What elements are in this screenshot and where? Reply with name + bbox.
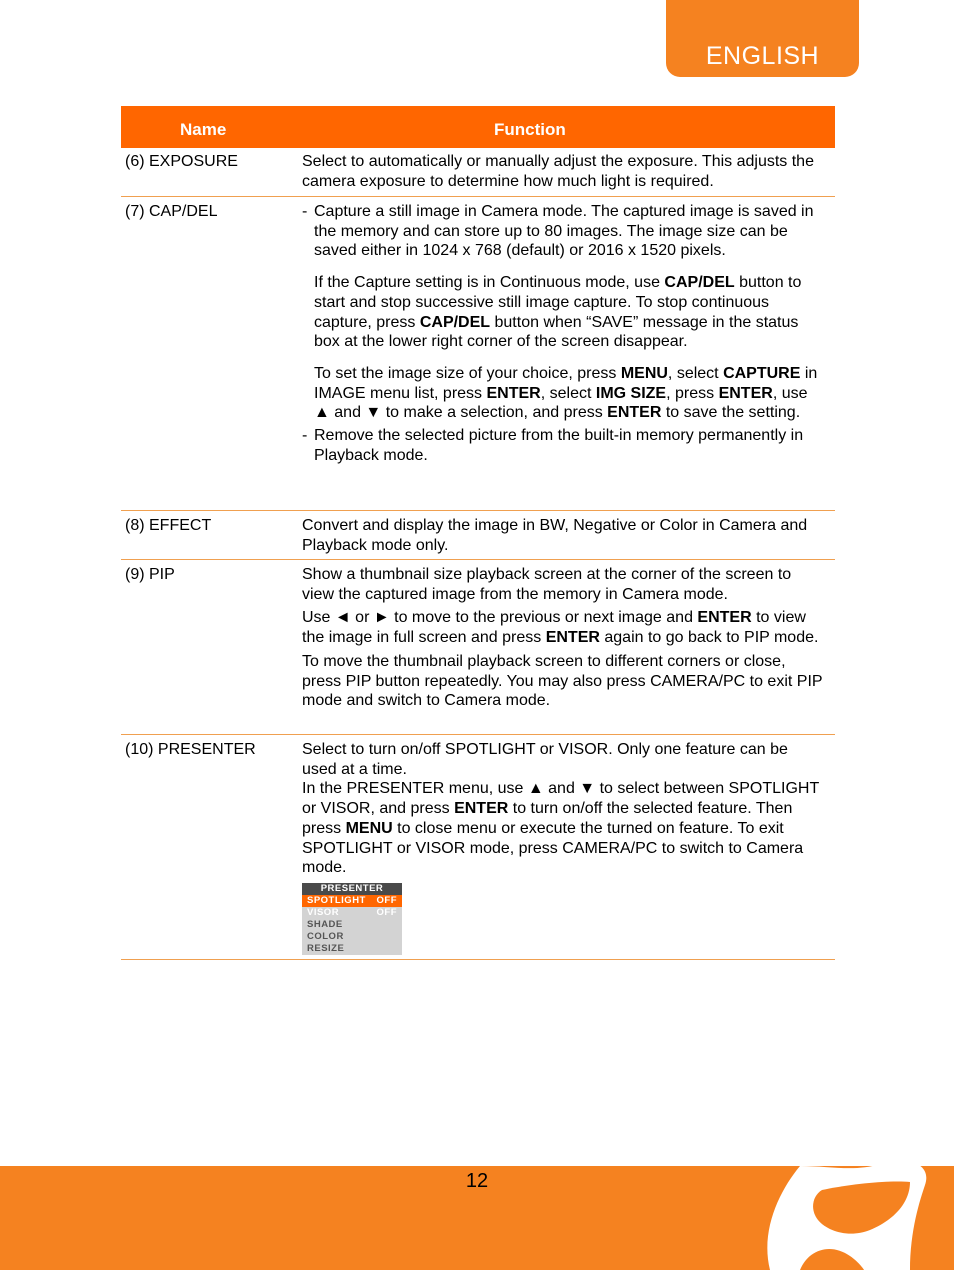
language-label: ENGLISH bbox=[705, 42, 820, 70]
paragraph: To set the image size of your choice, press MENU, select CAPTURE in IMAGE menu list, press ENTER, select IMG SIZE, press ENTER, use ▲ and ▼ to make a selection, and press ENTER to save the setting. bbox=[314, 364, 818, 422]
row-function: Convert and display the image in BW, Negative or Color in Camera and Playback mode only. bbox=[302, 517, 808, 554]
menu-item-shade: SHADE bbox=[307, 918, 343, 930]
language-tab bbox=[666, 0, 859, 77]
table-row bbox=[121, 735, 835, 960]
menu-item-resize: RESIZE bbox=[307, 942, 345, 954]
row-function: Select to automatically or manually adjust the exposure. This adjusts the camera exposure to determine how much light is required. bbox=[302, 153, 814, 190]
row-function bbox=[302, 197, 823, 465]
table-header bbox=[121, 106, 835, 148]
paragraph: Use ◄ or ► to move to the previous or next image and ENTER to view the image in full screen and press ENTER again to go back to PIP mode. bbox=[302, 609, 819, 647]
row-name: (7) CAP/DEL bbox=[125, 203, 218, 220]
menu-title: PRESENTER bbox=[302, 883, 402, 895]
header-function: Function bbox=[494, 120, 566, 139]
table-row bbox=[121, 148, 835, 197]
menu-item-spotlight: SPOTLIGHT OFF bbox=[302, 895, 402, 907]
presenter-menu-image bbox=[302, 883, 402, 955]
page-number: 12 bbox=[465, 1170, 489, 1192]
list-item: - Remove the selected picture from the built-in memory permanently in Playback mode. bbox=[302, 427, 804, 464]
brand-logo-icon bbox=[760, 1160, 954, 1270]
function-table bbox=[121, 106, 835, 960]
paragraph: In the PRESENTER menu, use ▲ and ▼ to select between SPOTLIGHT or VISOR, and press ENTER to turn on/off the selected feature. Then press MENU to close menu or execute the turned on feature. To exit SPOTLIGHT or VISOR mode, press CAMERA/PC to switch to Camera mode. bbox=[302, 780, 819, 877]
menu-item-visor: VISOR OFF bbox=[307, 906, 397, 918]
row-function: Show a thumbnail size playback screen at the corner of the screen to view the captured image from the memory in Camera mode. Use ◄ or ► to move to the previous or next image and ENTER to view the image in full screen and press ENTER again to go back to PIP mode. To move the thumbnail playback screen to different corners or close, press PIP button repeatedly. You may also press CAMERA/PC to exit PIP mode and switch to Camera mode. bbox=[302, 566, 823, 710]
table-row bbox=[121, 197, 835, 511]
row-name: (9) PIP bbox=[125, 566, 175, 583]
row-name: (10) PRESENTER bbox=[125, 741, 256, 758]
row-name: (8) EFFECT bbox=[125, 517, 212, 534]
header-name: Name bbox=[180, 120, 227, 139]
menu-item-color: COLOR bbox=[307, 930, 344, 942]
list-item: - Capture a still image in Camera mode. The captured image is saved in the memory and can store up to 80 images. The image size can be saved either in 1024 x 768 (default) or 2016 x 1520 pixels. bbox=[302, 203, 814, 260]
paragraph: If the Capture setting is in Continuous mode, use CAP/DEL button to start and stop successive still image capture. To stop continuous capture, press CAP/DEL button when “SAVE” message in the status box at the lower right corner of the screen disappear. bbox=[314, 274, 802, 351]
row-name: (6) EXPOSURE bbox=[125, 153, 238, 170]
table-row bbox=[121, 511, 835, 560]
row-function: Select to turn on/off SPOTLIGHT or VISOR. Only one feature can be used at a time. In the PRESENTER menu, use ▲ and ▼ to select between SPOTLIGHT or VISOR, and press ENTER to turn on/off the selected feature. Then press MENU to close menu or execute the turned on feature. To exit SPOTLIGHT or VISOR mode, press CAMERA/PC to switch to Camera mode. PRESENTER SPOTLIGHT OFF VISOR OFF SHADE COLOR RESIZE bbox=[302, 735, 823, 955]
table-row bbox=[121, 560, 835, 735]
